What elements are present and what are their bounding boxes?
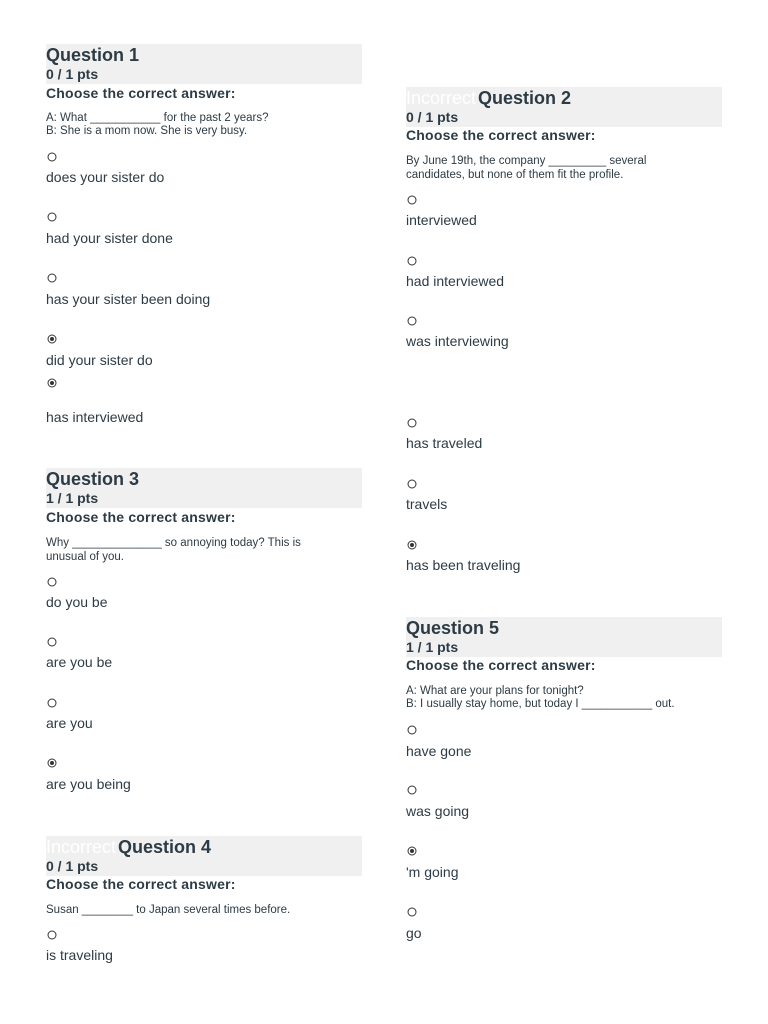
question-2-option-2-radio[interactable]: [407, 256, 417, 266]
question-4-title-row: [46, 837, 211, 858]
question-4-option-4-radio-selected[interactable]: [407, 540, 417, 550]
question-2-title: Question 2: [478, 88, 572, 108]
question-3-points: 1 / 1 pts: [46, 490, 99, 506]
question-5-prompt-line-2: B: I usually stay home, but today I ___________ out.: [406, 698, 675, 710]
question-5-option-2-label[interactable]: was going: [406, 803, 470, 819]
question-5-option-4-label[interactable]: go: [406, 925, 422, 941]
question-2-title-row: [406, 88, 571, 109]
question-5-header: [406, 617, 722, 657]
question-4-option-3-radio[interactable]: [407, 479, 417, 489]
question-5-option-3-label[interactable]: 'm going: [406, 864, 459, 880]
question-1-option-2-label[interactable]: had your sister done: [46, 230, 173, 246]
question-1-header: [46, 44, 362, 84]
question-3-title: Question 3: [46, 469, 140, 489]
question-1-instruction: Choose the correct answer:: [46, 85, 236, 101]
question-2-option-2-label[interactable]: had interviewed: [406, 273, 505, 289]
question-1-title: Question 1: [46, 45, 140, 65]
question-5-option-4-radio[interactable]: [407, 907, 417, 917]
question-2-header: [406, 87, 722, 127]
question-1-option-3-radio[interactable]: [47, 273, 57, 283]
question-4-header: [46, 836, 362, 876]
question-3-header: [46, 468, 362, 508]
question-4-instruction: Choose the correct answer:: [46, 876, 236, 892]
question-2-option-3-label[interactable]: was interviewing: [406, 333, 509, 349]
question-5-title: Question 5: [406, 618, 500, 638]
question-1-option-1-label[interactable]: does your sister do: [46, 169, 165, 185]
question-5-option-1-label[interactable]: have gone: [406, 743, 472, 759]
question-1-prompt-line-2: B: She is a mom now. She is very busy.: [46, 125, 248, 137]
question-3-instruction: Choose the correct answer:: [46, 509, 236, 525]
question-3-option-2-label[interactable]: are you be: [46, 654, 113, 670]
question-4-option-3-label[interactable]: travels: [406, 496, 448, 512]
question-1-option-2-radio[interactable]: [47, 212, 57, 222]
question-4-option-1-label[interactable]: is traveling: [46, 947, 113, 963]
question-2-option-4-radio-selected[interactable]: [47, 378, 57, 388]
question-2-incorrect-label: Incorrect: [406, 88, 477, 108]
question-2-prompt-line-2: candidates, but none of them fit the profile.: [406, 169, 624, 181]
question-2-option-1-label[interactable]: interviewed: [406, 212, 477, 228]
question-1-option-4-label[interactable]: did your sister do: [46, 352, 153, 368]
question-4-points: 0 / 1 pts: [46, 858, 99, 874]
question-3-option-2-radio[interactable]: [47, 637, 57, 647]
question-4-option-2-label[interactable]: has traveled: [406, 435, 483, 451]
question-1-option-3-label[interactable]: has your sister been doing: [46, 291, 211, 307]
question-4-title: Question 4: [118, 837, 212, 857]
question-5-option-1-radio[interactable]: [407, 725, 417, 735]
question-1-points: 0 / 1 pts: [46, 66, 99, 82]
question-3-option-3-label[interactable]: are you: [46, 715, 93, 731]
question-4-option-1-radio[interactable]: [47, 930, 57, 940]
question-2-option-4-label[interactable]: has interviewed: [46, 409, 144, 425]
question-5-points: 1 / 1 pts: [406, 639, 459, 655]
question-2-option-3-radio[interactable]: [407, 316, 417, 326]
question-5-option-3-radio-selected[interactable]: [407, 846, 417, 856]
question-4-prompt-line-1: Susan ________ to Japan several times before.: [46, 904, 291, 916]
question-3-option-3-radio[interactable]: [47, 698, 57, 708]
question-5-instruction: Choose the correct answer:: [406, 657, 596, 673]
question-3-option-1-radio[interactable]: [47, 577, 57, 587]
question-3-prompt-line-2: unusual of you.: [46, 551, 125, 563]
question-4-option-2-radio[interactable]: [407, 418, 417, 428]
question-2-prompt-line-1: By June 19th, the company _________ several: [406, 155, 647, 167]
question-1-option-4-radio-selected[interactable]: [47, 334, 57, 344]
question-1-option-1-radio[interactable]: [47, 152, 57, 162]
question-3-prompt-line-1: Why ______________ so annoying today? This is: [46, 537, 301, 549]
question-5-prompt-line-1: A: What are your plans for tonight?: [406, 685, 584, 697]
question-3-option-4-label[interactable]: are you being: [46, 776, 131, 792]
question-2-points: 0 / 1 pts: [406, 109, 459, 125]
question-2-option-1-radio[interactable]: [407, 195, 417, 205]
question-4-incorrect-label: Incorrect: [46, 837, 117, 857]
question-5-option-2-radio[interactable]: [407, 785, 417, 795]
question-1-prompt-line-1: A: What ___________ for the past 2 years?: [46, 112, 269, 124]
question-4-option-4-label[interactable]: has been traveling: [406, 557, 521, 573]
question-3-option-1-label[interactable]: do you be: [46, 594, 108, 610]
question-2-instruction: Choose the correct answer:: [406, 127, 596, 143]
question-3-option-4-radio-selected[interactable]: [47, 758, 57, 768]
